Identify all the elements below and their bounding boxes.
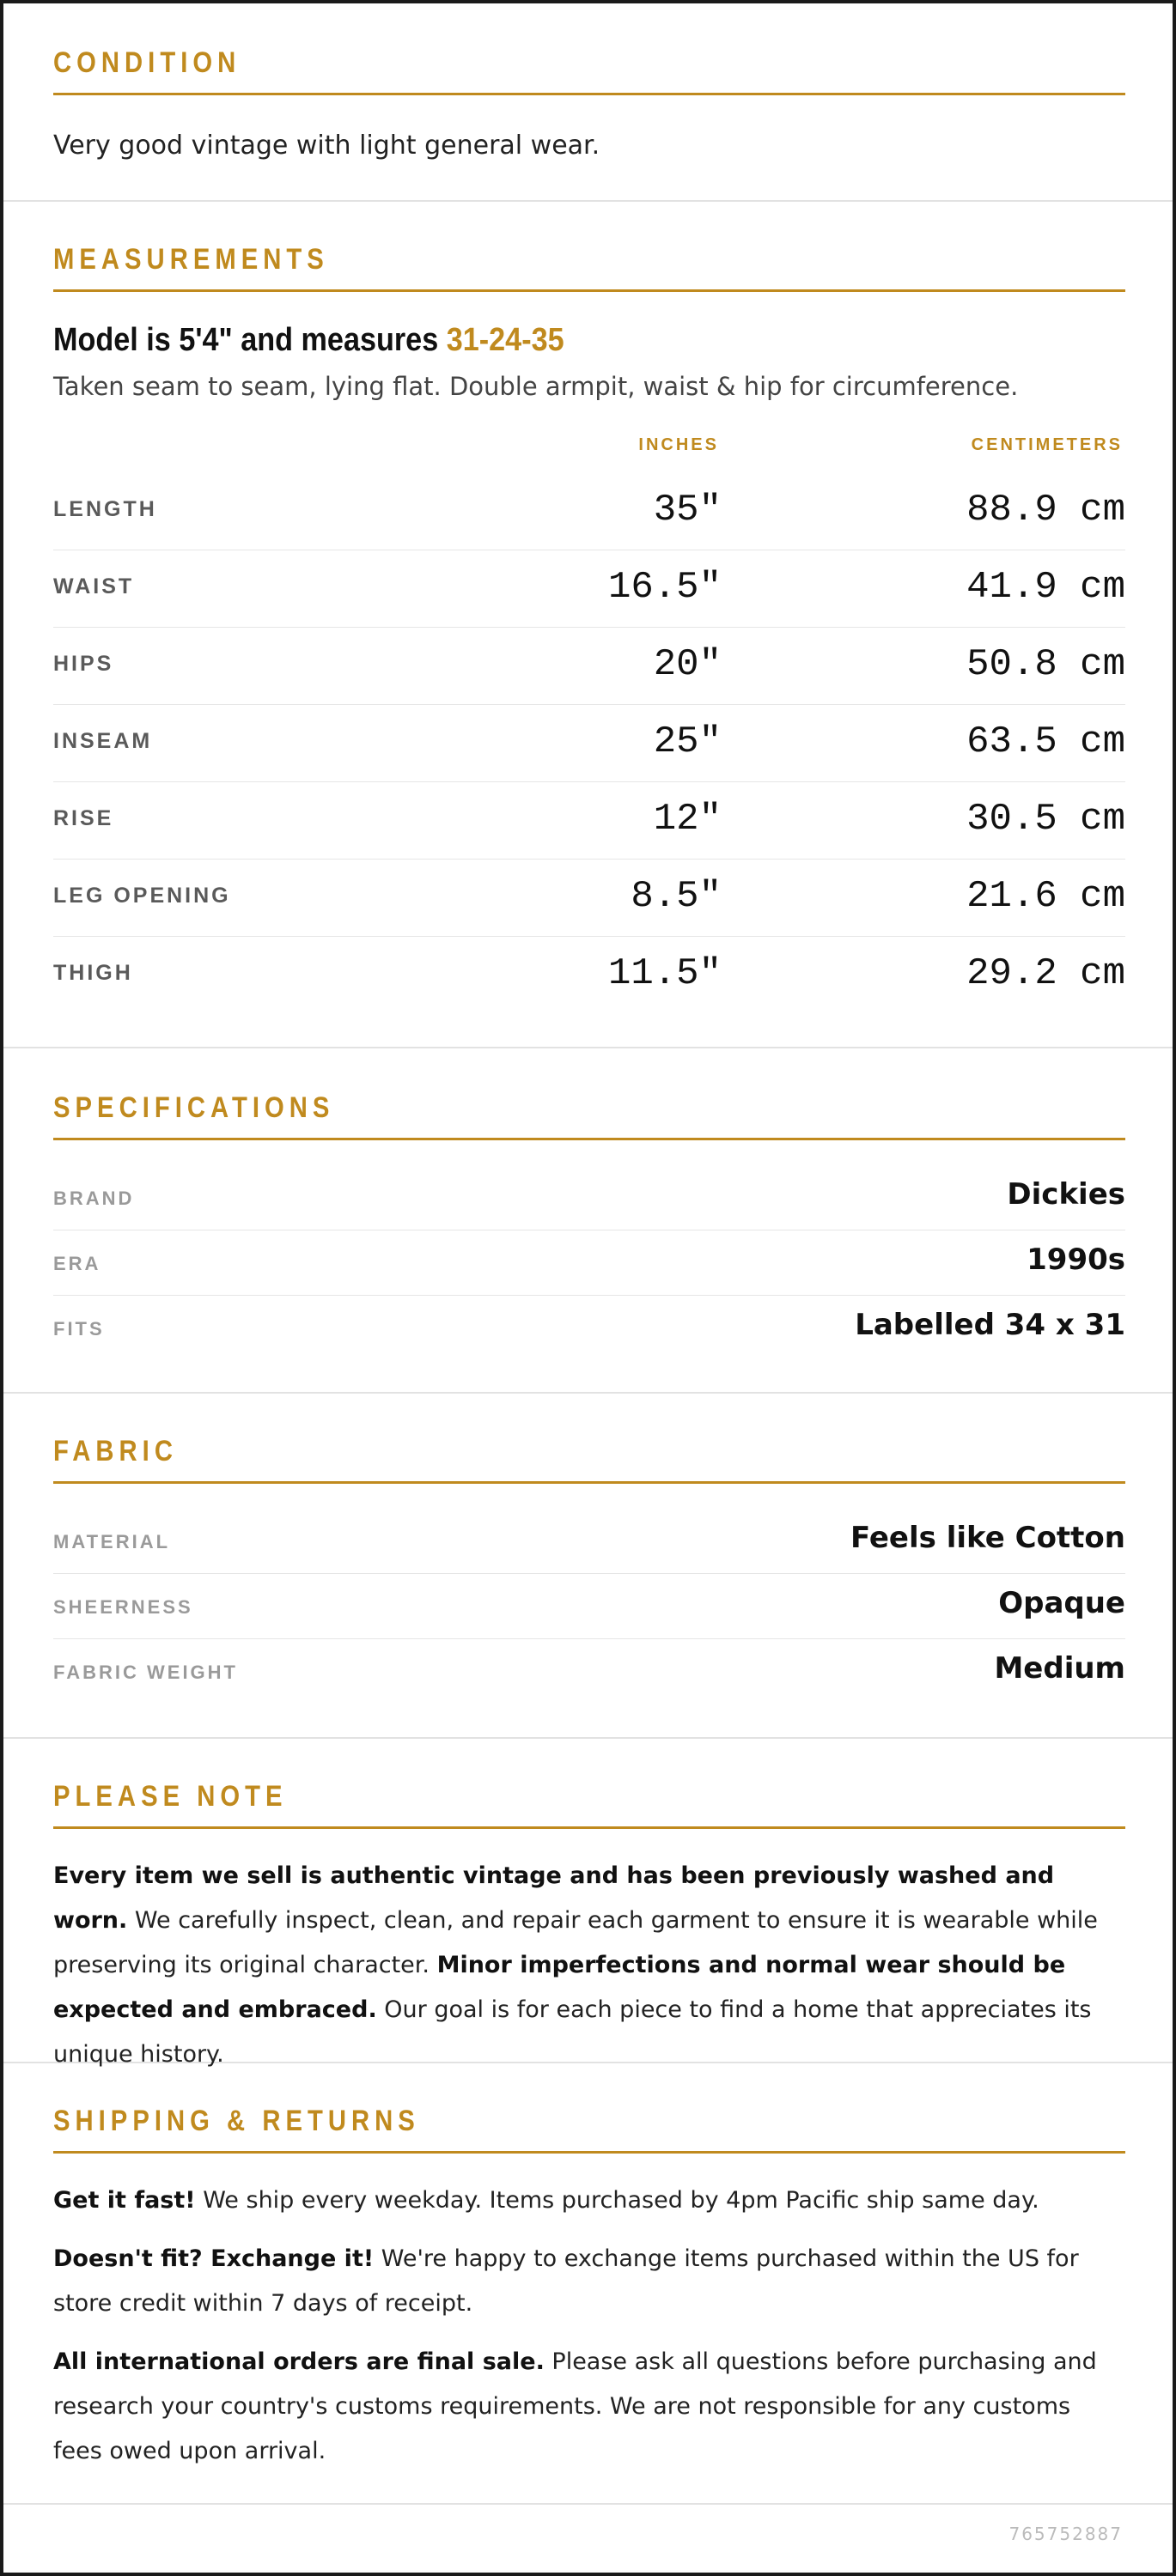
measurement-inches: 8.5" xyxy=(631,875,722,918)
fabric-value: Medium xyxy=(994,1651,1125,1686)
measurement-inches: 12" xyxy=(653,798,722,841)
measurement-inches: 35" xyxy=(653,489,722,532)
please-note-title: PLEASE NOTE xyxy=(53,1780,288,1813)
shipping-paragraph-2 xyxy=(53,2237,1125,2326)
measurement-centimeters: 30.5 cm xyxy=(966,798,1125,841)
measurement-label: THIGH xyxy=(53,961,133,985)
measurements-section xyxy=(3,202,1173,1048)
measurement-label: LEG OPENING xyxy=(53,884,231,908)
specifications-title-rule xyxy=(53,1138,1125,1140)
measurement-centimeters: 41.9 cm xyxy=(966,566,1125,609)
fabric-title: FABRIC xyxy=(53,1435,178,1467)
model-measures-highlight: 31-24-35 xyxy=(446,322,564,358)
fabric-label: SHEERNESS xyxy=(53,1596,193,1618)
measurement-inches: 20" xyxy=(653,643,722,686)
measurement-label: HIPS xyxy=(53,652,114,676)
measurement-row xyxy=(53,782,1125,860)
measurement-row xyxy=(53,550,1125,628)
spec-value: Labelled 34 x 31 xyxy=(855,1308,1125,1342)
spec-row xyxy=(53,1296,1125,1361)
spec-label: BRAND xyxy=(53,1188,135,1209)
fabric-value: Feels like Cotton xyxy=(850,1521,1125,1555)
measurement-label: INSEAM xyxy=(53,729,153,753)
spec-value: 1990s xyxy=(1027,1242,1125,1277)
model-measures-prefix: Model is 5'4" and measures xyxy=(53,322,447,358)
measurement-row xyxy=(53,705,1125,782)
shipping-bold-1: Get it fast! xyxy=(53,2187,196,2214)
shipping-section xyxy=(3,2063,1173,2505)
measurement-row xyxy=(53,937,1125,1014)
fabric-row xyxy=(53,1639,1125,1704)
shipping-text-1: We ship every weekday. Items purchased by 4pm Pacific ship same day. xyxy=(195,2187,1039,2214)
measurement-label: LENGTH xyxy=(53,497,157,521)
spec-value: Dickies xyxy=(1007,1177,1125,1212)
fabric-title-rule xyxy=(53,1481,1125,1484)
measurement-row xyxy=(53,628,1125,705)
please-note-bold-1: Every item we sell is authentic vintage and has been previously washed and worn. xyxy=(53,1862,1055,1934)
measurement-inches: 11.5" xyxy=(607,952,722,995)
fabric-value: Opaque xyxy=(998,1586,1125,1620)
measurements-note: Taken seam to seam, lying flat. Double armpit, waist & hip for circumference. xyxy=(53,372,1019,401)
measurement-inches: 25" xyxy=(653,720,722,763)
measurements-title-rule xyxy=(53,289,1125,292)
please-note-title-rule xyxy=(53,1826,1125,1829)
measurement-centimeters: 29.2 cm xyxy=(966,952,1125,995)
please-note-text-2: Our goal is for each piece to find a home that appreciates its unique history. xyxy=(53,1996,1092,2068)
measurement-centimeters: 88.9 cm xyxy=(966,489,1125,532)
shipping-text-3: Please ask all questions before purchasing and research your country's customs requirements. We are not responsible for any customs fees owed upon arrival. xyxy=(53,2348,1097,2464)
specifications-title: SPECIFICATIONS xyxy=(53,1091,335,1124)
product-sku: 765752887 xyxy=(1008,2524,1123,2544)
measurements-title: MEASUREMENTS xyxy=(53,243,329,276)
please-note-text-1: We carefully inspect, clean, and repair each garment to ensure it is wearable while preserving its original character. xyxy=(53,1907,1098,1978)
shipping-bold-3: All international orders are final sale. xyxy=(53,2348,545,2375)
spec-row xyxy=(53,1165,1125,1230)
fabric-row xyxy=(53,1574,1125,1639)
measurement-inches: 16.5" xyxy=(607,566,722,609)
measurement-label: WAIST xyxy=(53,574,135,598)
shipping-paragraph-3 xyxy=(53,2340,1125,2474)
measurement-label: RISE xyxy=(53,806,114,830)
shipping-title: SHIPPING & RETURNS xyxy=(53,2105,420,2137)
measurement-centimeters: 63.5 cm xyxy=(966,720,1125,763)
condition-title: CONDITION xyxy=(53,46,241,79)
please-note-section xyxy=(3,1739,1173,2068)
measurement-centimeters: 50.8 cm xyxy=(966,643,1125,686)
please-note-paragraph xyxy=(53,1854,1125,2077)
condition-title-rule xyxy=(53,93,1125,95)
shipping-title-rule xyxy=(53,2151,1125,2154)
fabric-section xyxy=(3,1394,1173,1739)
condition-text: Very good vintage with light general wear. xyxy=(53,131,600,161)
spec-label: FITS xyxy=(53,1318,105,1340)
column-header-inches: INCHES xyxy=(638,435,719,454)
measurement-centimeters: 21.6 cm xyxy=(966,875,1125,918)
please-note-bold-2: Minor imperfections and normal wear should be expected and embraced. xyxy=(53,1952,1066,2023)
shipping-paragraph-1 xyxy=(53,2178,1125,2223)
measurement-row xyxy=(53,860,1125,937)
fabric-label: FABRIC WEIGHT xyxy=(53,1662,238,1683)
spec-row xyxy=(53,1230,1125,1296)
condition-section xyxy=(3,3,1173,202)
measurement-row xyxy=(53,473,1125,550)
fabric-label: MATERIAL xyxy=(53,1531,171,1552)
fabric-row xyxy=(53,1509,1125,1574)
model-measures-line xyxy=(53,322,564,359)
spec-label: ERA xyxy=(53,1253,101,1274)
shipping-bold-2: Doesn't fit? Exchange it! xyxy=(53,2245,375,2272)
column-header-centimeters: CENTIMETERS xyxy=(971,435,1123,454)
shipping-text-2: We're happy to exchange items purchased within the US for store credit within 7 days of receipt. xyxy=(53,2245,1079,2317)
specifications-section xyxy=(3,1048,1173,1394)
